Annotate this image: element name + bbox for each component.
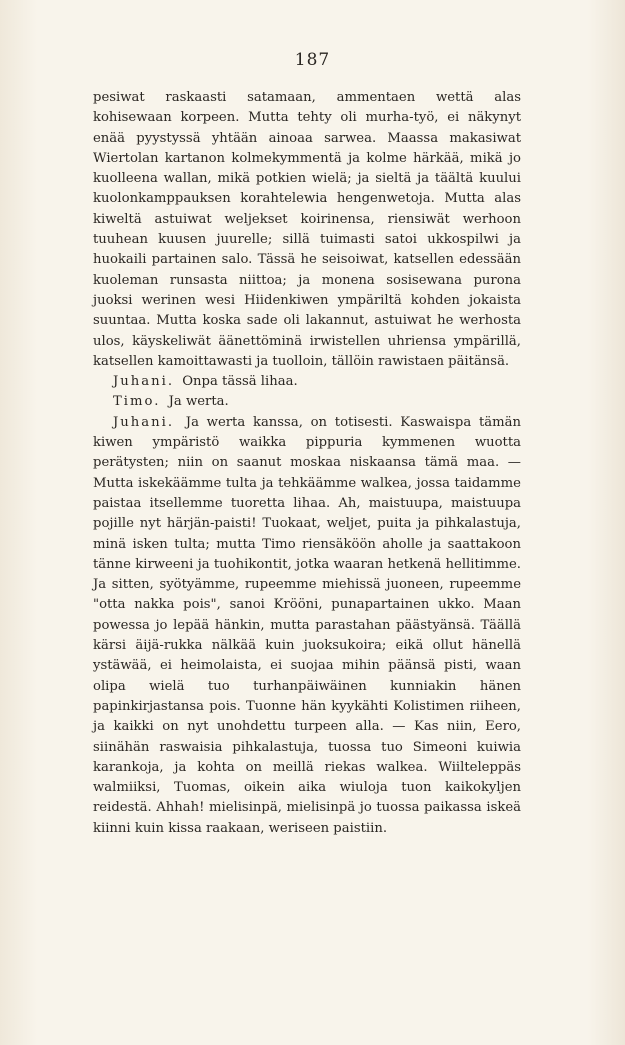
dialogue-text: Ja werta. bbox=[168, 394, 229, 410]
narrative-paragraph: pesiwat raskaasti satamaan, ammentaen wettä alas kohisewaan korpeen. Mutta tehty oli murha-työ, ei näkynyt enää pyystyssä yhtään ainoaa sarwea. Maassa makasiwat Wiertolan kartanon kolmekymmentä ja kolme härkää, mikä jo kuolleena wallan, mikä potkien wielä; ja sieltä ja täältä kuului kuolonkamppauksen korahtelewia hengenwetoja. Mutta alas kiweltä astuiwat weljekset koirinensa, riensiwät werhoon tuuhean kuusen juurelle; sillä tuimasti satoi ukkospilwi ja huokaili partainen salo. Tässä he seisoiwat, katsellen edessään kuoleman runsasta niittoa; ja monena sosisewana purona juoksi werinen wesi Hiidenkiwen ympäriltä kohden jokaista suuntaa. Mutta koska sade oli lakannut, astuiwat he werhosta ulos, käyskeliwät äänettöminä irwistellen uhriensa ympärillä, katsellen kamoittawasti ja tuolloin, tällöin rawistaen päitänsä. bbox=[93, 90, 521, 369]
page-text bbox=[93, 88, 521, 839]
page-number: 187 bbox=[294, 50, 331, 70]
dialogue-line bbox=[93, 413, 521, 839]
speaker-name: Juhani. bbox=[113, 374, 175, 390]
dialogue-line bbox=[93, 392, 521, 412]
speaker-name: Juhani. bbox=[113, 414, 175, 430]
dialogue-text: Ja werta kanssa, on totisesti. Kaswaispa tämän kiwen ympäristö waikka pippuria kymmenen wuotta perätysten; niin on saanut moskaa niskaansa tämä maa. — Mutta iskekäämme tulta ja tehkäämme walkea, jossa taidamme paistaa itsellemme tuoretta lihaa. Ah, maistuupa, maistuupa pojille nyt härjän-paisti! Tuokaat, weljet, puita ja pihkalastuja, minä isken tulta; mutta Timo riensäköön aholle ja saattakoon tänne kirweeni ja tuohikontit, jotka waaran hetkenä hellitimme. Ja sitten, syötyämme, rupeemme miehissä juoneen, rupeemme "otta nakka pois", sanoi Krööni, punapartainen ukko. Maan powessa jo lepää hänkin, mutta parastahan päästyänsä. Täällä kärsi äijä-rukka nälkää kuin juoksukoira; eikä ollut hänellä ystäwää, ei heimolaista, ei suojaa mihin päänsä pisti, waan olipa wielä tuo turhanpäiwäinen kunniakin hänen papinkirjastansa pois. Tuonne hän kyykähti Kolistimen riiheen, ja kaikki on nyt unohdettu turpeen alla. — Kas niin, Eero, siinähän raswaisia pihkalastuja, tuossa tuo Simeoni kuiwia karankoja, ja kohta on meillä riekas walkea. Wiilteleppäs walmiiksi, Tuomas, oikein aika wiuloja tuon kaikokyljen reidestä. Ahhah! mielisinpä, mielisinpä jo tuossa paikassa iskeä kiinni kuin kissa raakaan, weriseen paistiin. bbox=[93, 414, 521, 836]
dialogue-line bbox=[93, 372, 521, 392]
dialogue-text: Onpa tässä lihaa. bbox=[182, 374, 298, 390]
speaker-name: Timo. bbox=[113, 394, 161, 410]
